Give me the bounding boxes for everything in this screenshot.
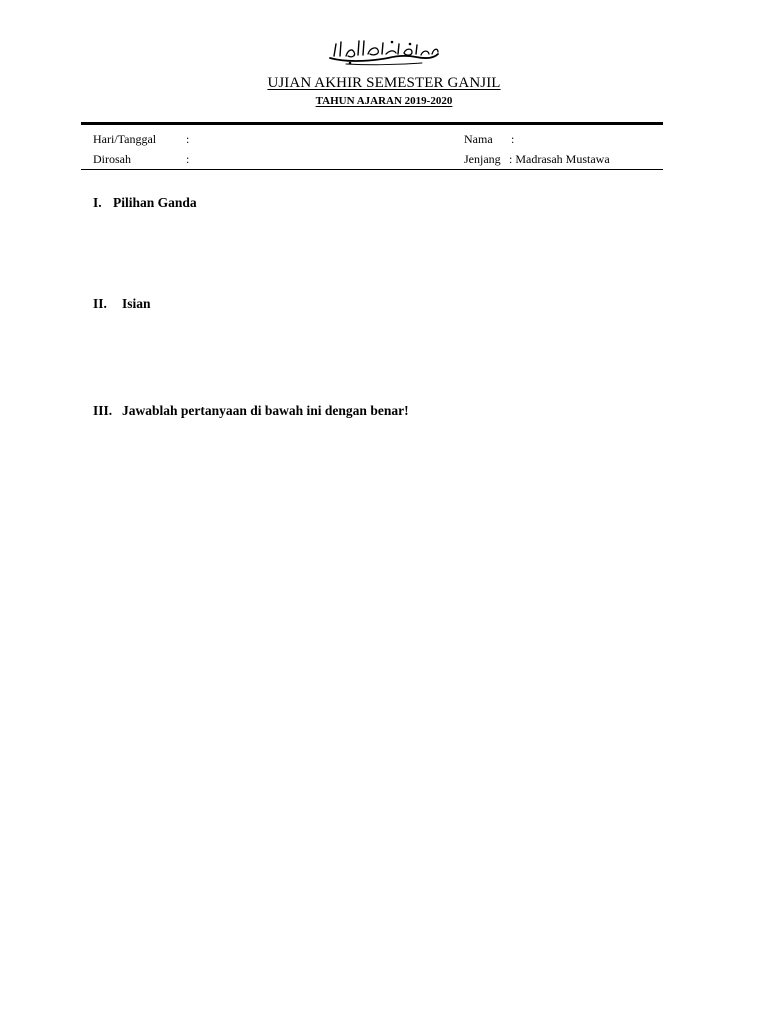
dirosah-label: Dirosah	[93, 152, 131, 166]
section-number: III.	[93, 403, 113, 418]
section-heading: Isian	[122, 296, 151, 311]
section-number: I.	[93, 195, 102, 210]
academic-year-subtitle: TAHUN AJARAN 2019-2020	[315, 95, 453, 107]
section-essay	[93, 403, 409, 419]
section-pilihan-ganda	[93, 195, 197, 211]
basmala-calligraphy-icon	[326, 36, 442, 66]
header-divider-thin	[81, 169, 663, 170]
exam-title: UJIAN AKHIR SEMESTER GANJIL	[267, 75, 501, 91]
hari-tanggal-label: Hari/Tanggal	[93, 132, 157, 146]
header-divider-thick	[81, 122, 663, 125]
jenjang-label: Jenjang	[464, 152, 501, 166]
nama-colon: :	[511, 132, 515, 146]
section-number: II.	[93, 296, 107, 311]
nama-label: Nama	[464, 132, 493, 146]
section-isian	[93, 296, 151, 312]
hari-tanggal-colon: :	[186, 132, 190, 146]
section-heading: Pilihan Ganda	[113, 195, 197, 210]
section-heading: Jawablah pertanyaan di bawah ini dengan benar!	[122, 403, 409, 418]
dirosah-colon: :	[186, 152, 190, 166]
jenjang-value: : Madrasah Mustawa	[509, 152, 610, 166]
